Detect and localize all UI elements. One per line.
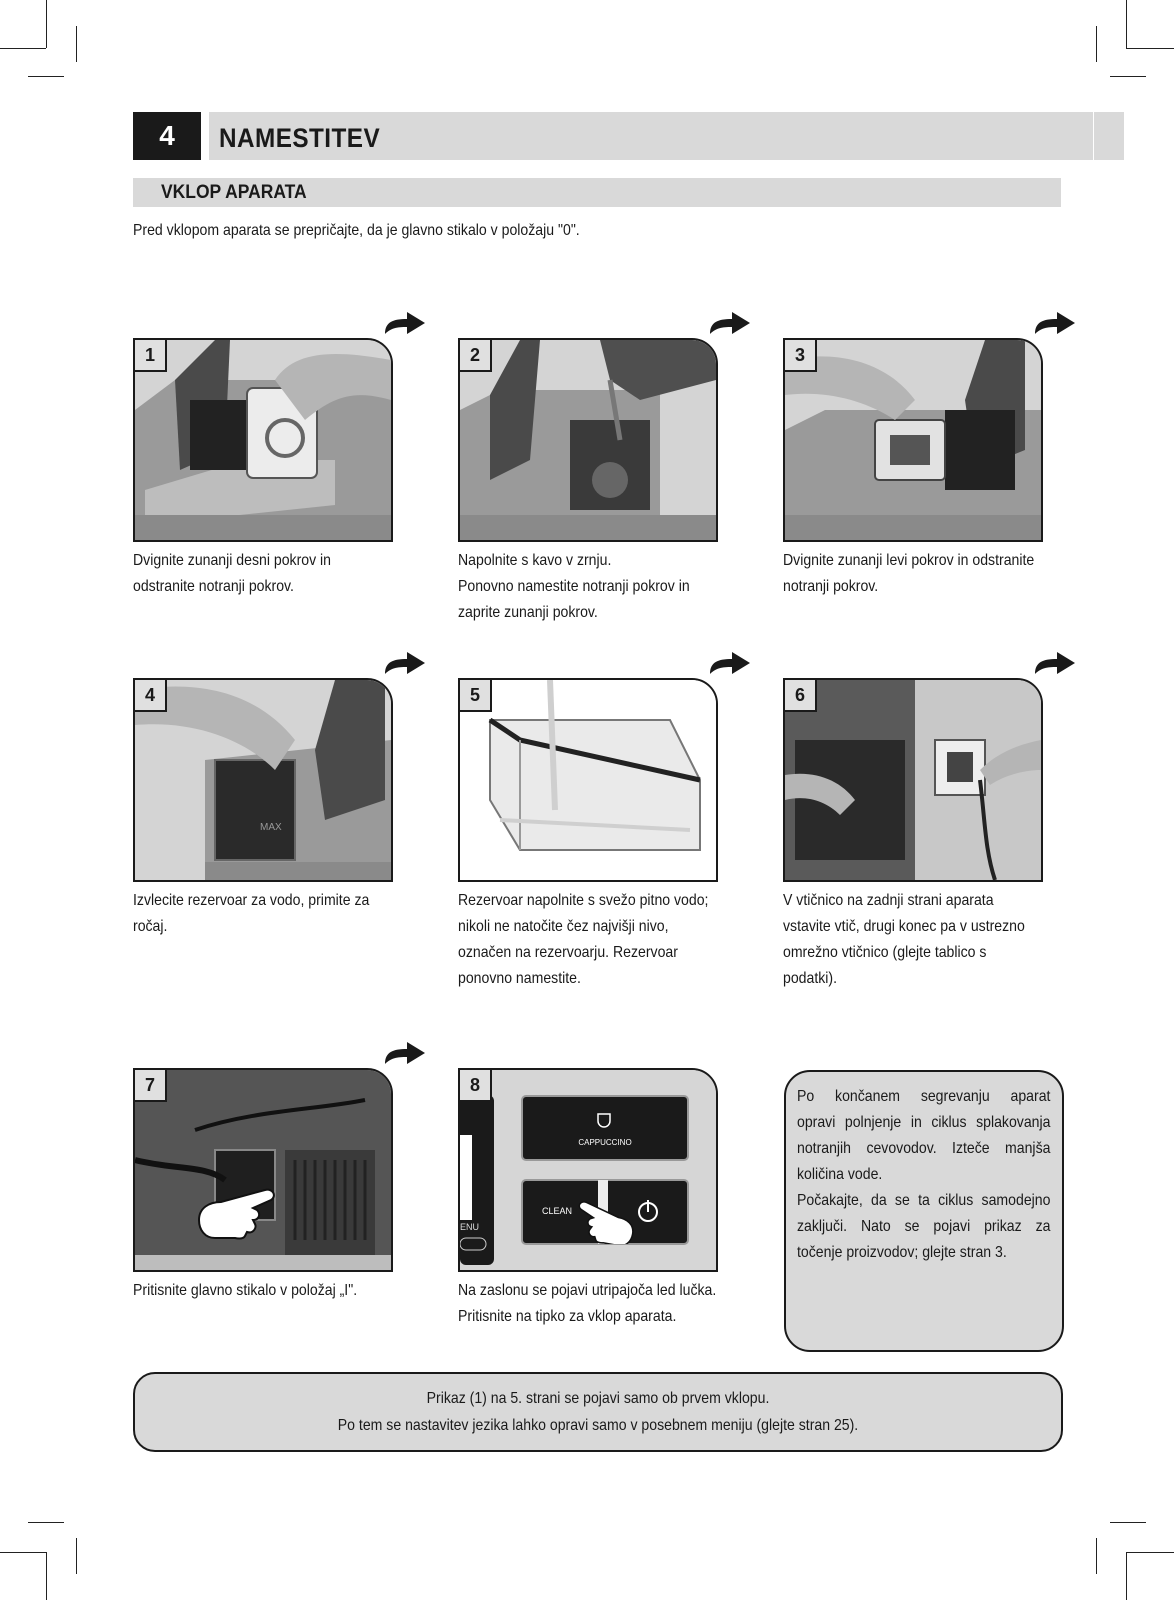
caption-line: zaprite zunanji pokrov.: [458, 604, 598, 621]
section-title: VKLOP APARATA: [161, 182, 307, 203]
arrow-right-icon: [1033, 650, 1077, 676]
crop-mark: [1126, 1552, 1127, 1600]
caption-line: Rezervoar napolnite s svežo pitno vodo;: [458, 892, 709, 909]
arrow-right-icon: [1033, 310, 1077, 336]
caption-line: Pritisnite na tipko za vklop aparata.: [458, 1308, 677, 1325]
arrow-right-icon: [708, 650, 752, 676]
info-text: [797, 1084, 1051, 1266]
cappuccino-label: CAPPUCCINO: [578, 1138, 632, 1147]
caption-line: ročaj.: [133, 918, 168, 935]
crop-mark: [28, 1522, 64, 1523]
chapter-title: NAMESTITEV: [219, 123, 381, 153]
crop-mark: [1096, 26, 1097, 62]
note-line: Prikaz (1) na 5. strani se pojavi samo ob prvem vklopu.: [426, 1390, 770, 1407]
caption-line: podatki).: [783, 970, 838, 987]
arrow-right-icon: [383, 310, 427, 336]
step-6-caption: [783, 888, 1038, 992]
step-2-caption: [458, 548, 713, 626]
step-7-caption: [133, 1278, 388, 1304]
step-number: 8: [458, 1068, 492, 1102]
crop-mark: [46, 1552, 47, 1600]
crop-mark: [76, 26, 77, 62]
caption-line: V vtičnico na zadnji strani aparata: [783, 892, 994, 909]
caption-line: nikoli ne natočite čez najvišji nivo,: [458, 918, 669, 935]
caption-line: odstranite notranji pokrov.: [133, 578, 294, 595]
step-number: 5: [458, 678, 492, 712]
arrow-right-icon: [708, 310, 752, 336]
crop-mark: [76, 1538, 77, 1574]
info-line: količina vode.: [797, 1166, 883, 1183]
crop-mark: [0, 1552, 46, 1553]
caption-line: Na zaslonu se pojavi utripajoča led lučka.: [458, 1282, 717, 1299]
caption-line: označen na rezervoarju. Rezervoar: [458, 944, 678, 961]
crop-mark: [1110, 76, 1146, 77]
info-line: zaključi. Nato se pojavi prikaz za: [797, 1218, 1051, 1235]
note-box: [133, 1372, 1063, 1452]
info-box: [784, 1070, 1064, 1352]
step-5-caption: [458, 888, 713, 992]
note-line: Po tem se nastavitev jezika lahko opravi samo v posebnem meniju (glejte stran 25).: [337, 1417, 859, 1434]
hand-pointer-icon: [195, 1180, 285, 1240]
chapter-number: 4: [133, 112, 201, 160]
step-4-caption: [133, 888, 388, 940]
step-7-illustration: [133, 1068, 393, 1272]
info-line: Počakajte, da se ta ciklus samodejno: [797, 1192, 1051, 1209]
note-text: [135, 1385, 1061, 1439]
caption-line: Ponovno namestite notranji pokrov in: [458, 578, 690, 595]
caption-line: Napolnite s kavo v zrnju.: [458, 552, 612, 569]
info-line: točenje proizvodov; glejte stran 3.: [797, 1244, 1007, 1261]
step-number: 4: [133, 678, 167, 712]
step-3-illustration: [783, 338, 1043, 542]
menu-label: ENU: [460, 1222, 480, 1232]
clean-label: CLEAN: [542, 1206, 573, 1216]
caption-line: ponovno namestite.: [458, 970, 581, 987]
arrow-right-icon: [383, 1040, 427, 1066]
step-number: 2: [458, 338, 492, 372]
info-line: opravi polnjenje in ciklus splakovanja: [797, 1114, 1051, 1131]
caption-line: omrežno vtičnico (glejte tablico s: [783, 944, 987, 961]
caption-line: Pritisnite glavno stikalo v položaj „I".: [133, 1282, 358, 1299]
caption-line: Dvignite zunanji levi pokrov in odstranite: [783, 552, 1035, 569]
step-6-illustration: [783, 678, 1043, 882]
crop-mark: [1126, 0, 1127, 48]
step-number: 1: [133, 338, 167, 372]
info-line: Po končanem segrevanju aparat: [797, 1088, 1051, 1105]
hand-pointer-icon: [568, 1198, 638, 1244]
step-4-illustration: [133, 678, 393, 882]
step-1-illustration: [133, 338, 393, 542]
step-8-illustration: [458, 1068, 718, 1272]
step-1-caption: [133, 548, 388, 600]
info-line: notranjih cevovodov. Izteče manjša: [797, 1140, 1051, 1157]
step-5-illustration: [458, 678, 718, 882]
step-8-caption: [458, 1278, 717, 1330]
crop-mark: [28, 76, 64, 77]
step-number: 7: [133, 1068, 167, 1102]
step-3-caption: [783, 548, 1038, 600]
crop-mark: [1110, 1522, 1146, 1523]
crop-mark: [1126, 48, 1174, 49]
chapter-header: [133, 112, 1124, 160]
step-2-illustration: [458, 338, 718, 542]
step-number: 6: [783, 678, 817, 712]
crop-mark: [0, 48, 46, 49]
caption-line: Dvignite zunanji desni pokrov in: [133, 552, 332, 569]
intro-text: Pred vklopom aparata se prepričajte, da je glavno stikalo v položaju "0".: [133, 222, 580, 239]
section-header: [133, 178, 1061, 207]
crop-mark: [1126, 1552, 1174, 1553]
caption-line: vstavite vtič, drugi konec pa v ustrezno: [783, 918, 1025, 935]
caption-line: notranji pokrov.: [783, 578, 879, 595]
crop-mark: [1096, 1538, 1097, 1574]
crop-mark: [46, 0, 47, 48]
svg-text:MAX: MAX: [260, 822, 282, 833]
caption-line: Izvlecite rezervoar za vodo, primite za: [133, 892, 370, 909]
arrow-right-icon: [383, 650, 427, 676]
step-number: 3: [783, 338, 817, 372]
